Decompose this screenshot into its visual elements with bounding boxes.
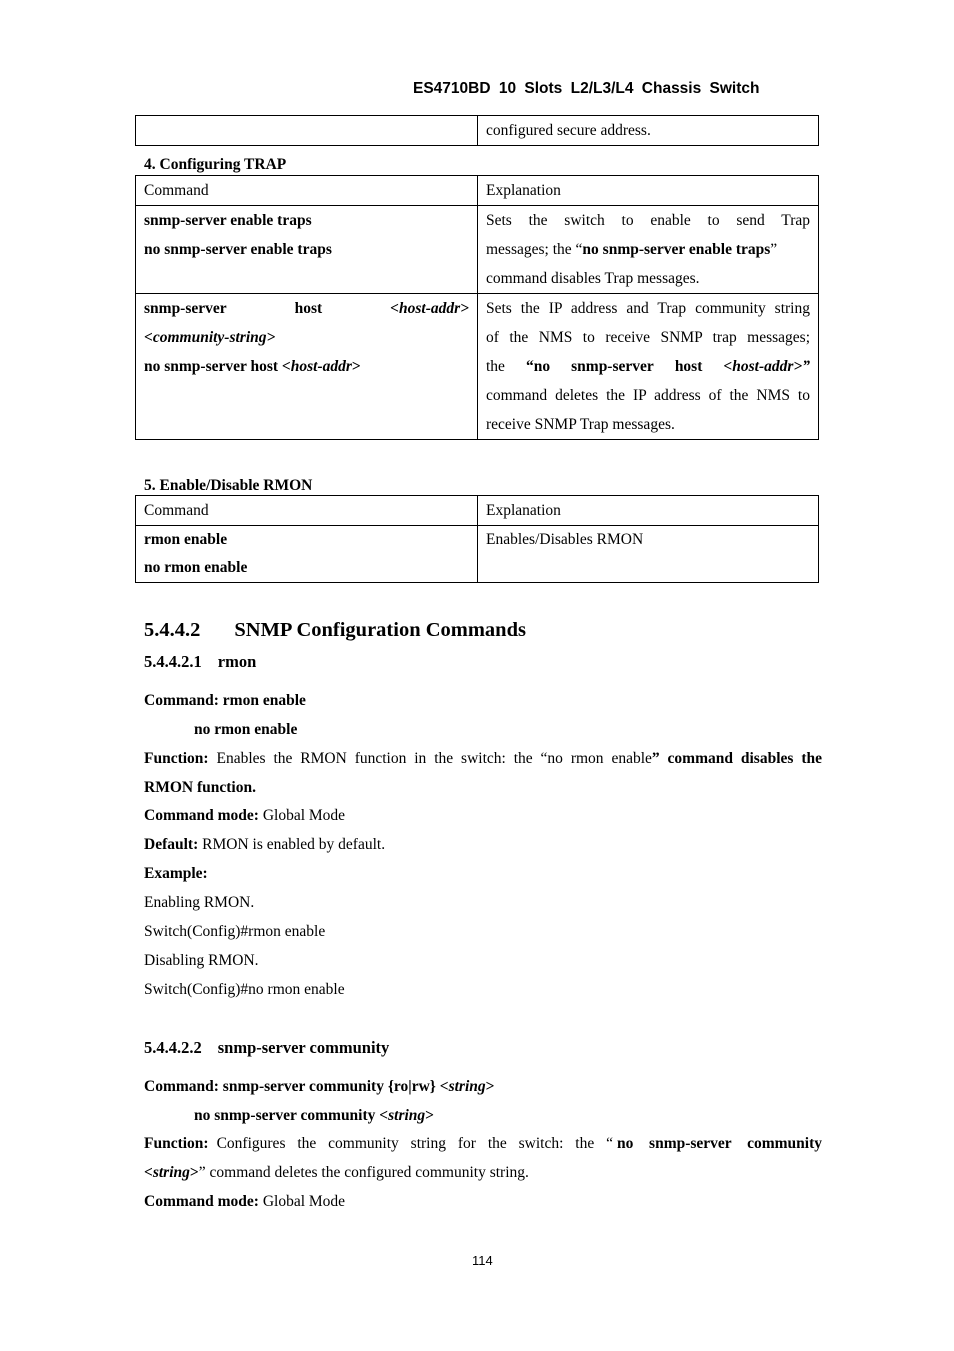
command-syntax	[144, 1072, 495, 1101]
table-row	[136, 116, 819, 146]
field-label: Function:	[144, 1135, 209, 1152]
description-words	[217, 1129, 822, 1158]
field-value: Global Mode	[258, 1193, 346, 1210]
description-line	[144, 1129, 822, 1158]
column-header-command: Command	[144, 502, 209, 519]
command-param: <community-string>	[144, 329, 276, 346]
field-label: Command mode:	[144, 807, 259, 824]
field-value: Global Mode	[258, 807, 346, 824]
explanation-line: command deletes the IP address of the NMS to	[486, 387, 810, 404]
column-header	[478, 176, 819, 206]
subsection-heading	[144, 651, 256, 673]
explanation-text: ”	[770, 241, 778, 258]
command-syntax-alt	[194, 1101, 434, 1130]
example-label: Example:	[144, 865, 208, 882]
example-line: Disabling RMON.	[144, 952, 259, 969]
field-label: Function:	[144, 750, 209, 767]
table-row	[136, 526, 819, 583]
table-header-row	[136, 496, 819, 526]
column-header-explanation: Explanation	[486, 182, 561, 199]
example-line: Switch(Config)#rmon enable	[144, 923, 326, 940]
trap-table	[135, 175, 819, 440]
column-header	[478, 496, 819, 526]
function-description	[144, 744, 822, 802]
table-cell	[478, 116, 819, 146]
explanation-line	[486, 235, 810, 264]
explanation-line: receive SNMP Trap messages.	[486, 416, 675, 433]
table-cell	[136, 116, 478, 146]
explanation-line: Sets the IP address and Trap community string	[486, 300, 810, 317]
column-header-command: Command	[144, 182, 209, 199]
command-mode	[144, 801, 345, 830]
command-param: string	[152, 1164, 190, 1181]
field-value-bold: no snmp-server community	[617, 1135, 822, 1152]
explanation-line	[486, 352, 810, 381]
field-value-bold: ” command disables the	[651, 750, 822, 767]
command-text: no snmp-server host <	[144, 358, 291, 375]
command-text: snmp-server	[144, 300, 227, 317]
command-mode	[144, 1187, 345, 1216]
description-line	[144, 1158, 822, 1187]
explanation-line: command disables Trap messages.	[486, 270, 700, 287]
command-line	[144, 352, 469, 381]
command-text: no rmon enable	[144, 559, 248, 576]
description-line: RMON function.	[144, 779, 256, 796]
table-cell	[478, 294, 819, 440]
command-param: <host-addr>	[390, 300, 469, 317]
command-param: string	[388, 1107, 426, 1124]
subsection-title: snmp-server community	[217, 1038, 390, 1057]
field-label: Default:	[144, 836, 199, 853]
command-syntax-alt: no rmon enable	[194, 721, 298, 738]
explanation-line: of the NMS to receive SNMP trap messages;	[486, 329, 810, 346]
section-title: SNMP Configuration Commands	[234, 619, 526, 641]
rmon-table-heading: 5. Enable/Disable RMON	[144, 477, 313, 494]
field-value: RMON is enabled by default.	[198, 836, 386, 853]
explanation-line: Sets the switch to enable to send Trap	[486, 212, 810, 229]
field-value: Enables the RMON function in the switch: the “no rmon enable	[208, 750, 652, 767]
section-number: 5.4.4.2	[144, 619, 201, 641]
command-line	[144, 294, 469, 323]
table-continuation	[135, 115, 819, 146]
default-value	[144, 830, 385, 859]
section-heading	[144, 617, 526, 643]
table-cell	[136, 526, 478, 583]
table-row	[136, 206, 819, 294]
column-header	[136, 496, 478, 526]
table-cell	[478, 206, 819, 294]
command-text: >	[351, 358, 361, 375]
explanation-command: no snmp-server enable traps	[582, 241, 771, 258]
example-line: Switch(Config)#no rmon enable	[144, 981, 345, 998]
command-syntax: Command: rmon enable	[144, 692, 306, 709]
table-cell	[136, 294, 478, 440]
explanation-command: snmp-server	[571, 358, 654, 375]
column-header-explanation: Explanation	[486, 502, 561, 519]
command-text: <	[144, 1164, 153, 1181]
field-value: Configures the community string for the switch: the “	[216, 1135, 613, 1152]
command-text: Command: snmp-server community {ro|rw} <	[144, 1078, 449, 1095]
command-text: host	[294, 300, 323, 317]
description-line	[144, 744, 822, 773]
cell-text: configured secure address.	[486, 122, 651, 139]
subsection-heading	[144, 1037, 389, 1059]
command-text: >	[485, 1078, 495, 1095]
command-param: host-addr	[290, 358, 352, 375]
field-label: Command mode:	[144, 1193, 259, 1210]
table-header-row	[136, 176, 819, 206]
command-param: string	[448, 1078, 486, 1095]
explanation-param: <host-addr>”	[723, 358, 810, 375]
command-text: snmp-server enable traps	[144, 212, 312, 229]
table-cell	[478, 526, 819, 583]
explanation-command: host	[674, 358, 703, 375]
field-value: ” command deletes the configured community string.	[198, 1164, 529, 1181]
command-text: no snmp-server community <	[194, 1107, 389, 1124]
table-cell	[136, 206, 478, 294]
explanation-command: “no	[525, 358, 551, 375]
table-row	[136, 294, 819, 440]
command-text: rmon enable	[144, 531, 228, 548]
explanation-text: the	[486, 358, 505, 375]
command-text: >	[189, 1164, 199, 1181]
explanation-line: Enables/Disables RMON	[486, 531, 644, 548]
command-text: >	[425, 1107, 435, 1124]
command-text: no snmp-server enable traps	[144, 241, 332, 258]
subsection-number: 5.4.4.2.1	[144, 652, 202, 671]
example-line: Enabling RMON.	[144, 894, 255, 911]
page-number: 114	[472, 1253, 493, 1268]
subsection-title: rmon	[217, 652, 257, 671]
subsection-number: 5.4.4.2.2	[144, 1038, 202, 1057]
explanation-text: messages; the “	[486, 241, 583, 258]
rmon-table	[135, 495, 819, 583]
trap-heading: 4. Configuring TRAP	[144, 156, 287, 173]
column-header	[136, 176, 478, 206]
function-description	[144, 1129, 822, 1187]
page-header-title: ES4710BD 10 Slots L2/L3/L4 Chassis Switch	[413, 80, 760, 97]
